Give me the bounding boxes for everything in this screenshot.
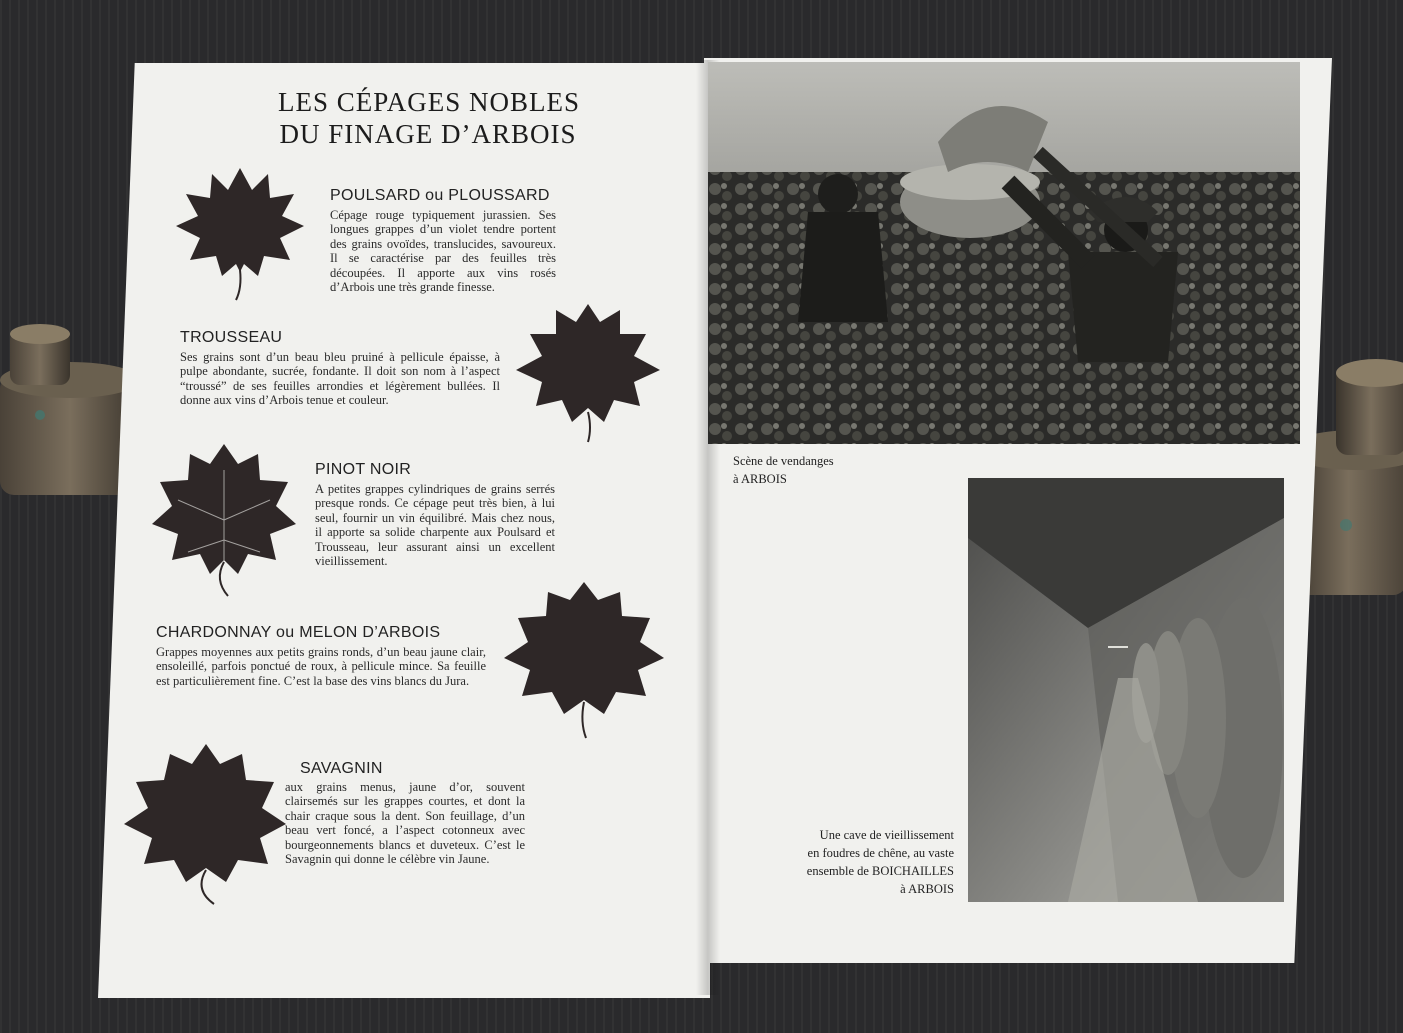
- chardonnay-leaf-illustration: [500, 578, 668, 742]
- cellar-caption-line-1: Une cave de vieillissement: [819, 828, 954, 842]
- variety-desc-poulsard: Cépage rouge typiquement jurassien. Ses longues grappes d’un violet tendre portent des grains ovoïdes, translucides, savoureux. Il se caractérise par des feuilles très découpées. Il apporte aux vins rosés d’Arbois une très grande finesse.: [330, 208, 556, 295]
- variety-name-pinot-noir: PINOT NOIR: [315, 461, 412, 478]
- title-line-2: DU FINAGE D’ARBOIS: [279, 119, 577, 149]
- cellar-caption-line-4: à ARBOIS: [900, 882, 954, 896]
- harvest-caption-line-2: à ARBOIS: [733, 472, 787, 486]
- variety-name-savagnin: SAVAGNIN: [300, 760, 383, 777]
- harvest-scene-photo: [708, 62, 1300, 444]
- variety-name-trousseau: TROUSSEAU: [180, 329, 283, 346]
- harvest-caption-line-1: Scène de vendanges: [733, 454, 834, 468]
- cellar-caption: [700, 826, 954, 898]
- trousseau-leaf-illustration: [508, 300, 666, 446]
- cellar-photo: [968, 478, 1284, 902]
- savagnin-leaf-illustration: [120, 740, 290, 908]
- variety-name-chardonnay: CHARDONNAY ou MELON D’ARBOIS: [156, 624, 441, 641]
- title-line-1: LES CÉPAGES NOBLES: [278, 87, 581, 117]
- cellar-caption-line-3: ensemble de BOICHAILLES: [806, 864, 954, 878]
- variety-desc-chardonnay: Grappes moyennes aux petits grains ronds, d’un beau jaune clair, ensoleillé, parfois ponctué de roux, à pellicule mince. Sa feuille est particulièrement fine. C’est la base des vins blancs du Jura.: [156, 645, 486, 688]
- variety-desc-pinot-noir: A petites grappes cylindriques de grains serrés presque ronds. Ce cépage peut très bien, à lui seul, fournir un vin équilibré. Mais chez nous, il apporte sa solide charpente aux Poulsard et Trousseau, leur assurant ainsi un excellent vieillissement.: [315, 482, 555, 569]
- variety-name-poulsard: POULSARD ou PLOUSSARD: [330, 187, 550, 204]
- cellar-caption-line-2: en foudres de chêne, au vaste: [807, 846, 954, 860]
- harvest-caption: [733, 452, 834, 488]
- variety-desc-savagnin: aux grains menus, jaune d’or, souvent clairsemés sur les grappes courtes, et dont la chair craque sous la dent. Son feuillage, d’un beau vert foncé, a l’aspect cotonneux avec bourgeonnements blancs et duveteux. C’est le Savagnin qui donne le célèbre vin Jaune.: [285, 780, 525, 867]
- variety-desc-trousseau: Ses grains sont d’un beau bleu pruiné à pellicule épaisse, à pulpe abondante, sucrée, fondante. Il doit son nom à l’aspect “troussé” de ses feuilles arrondies et légèrement bullées. Il donne aux vins d’Arbois tenue et couleur.: [180, 350, 500, 408]
- pinot-noir-leaf-illustration: [148, 440, 300, 600]
- poulsard-leaf-illustration: [170, 160, 310, 308]
- page-title: [278, 86, 581, 150]
